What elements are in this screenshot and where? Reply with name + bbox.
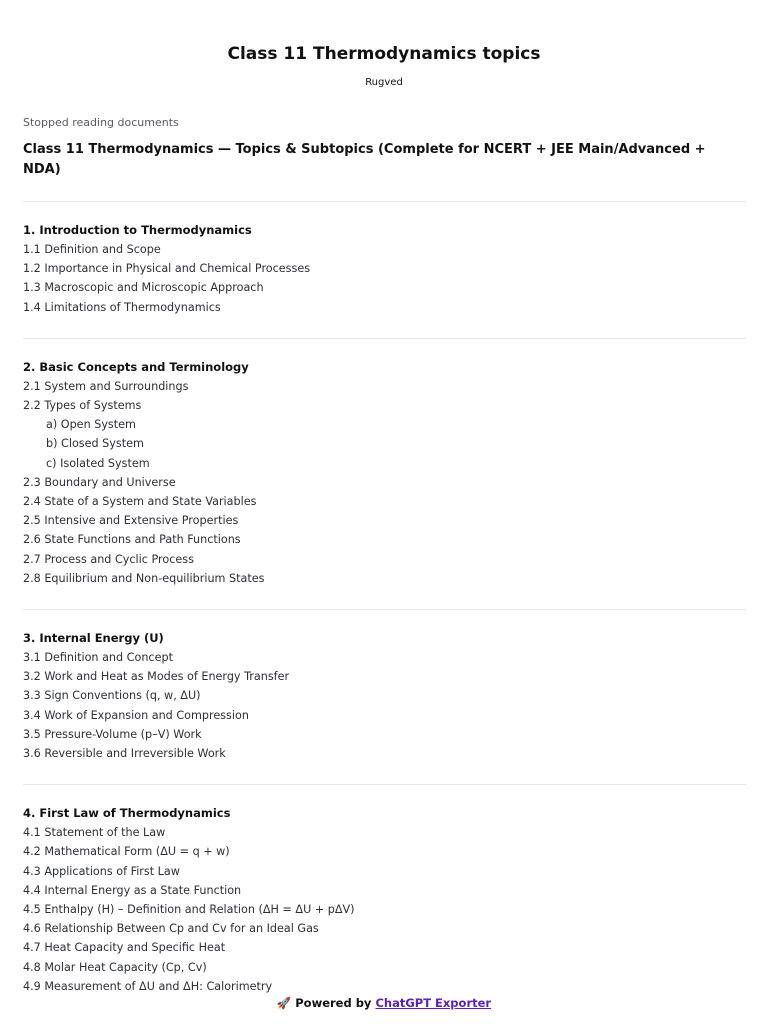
list-item: 3.6 Reversible and Irreversible Work xyxy=(23,747,226,761)
list-item: 1.1 Definition and Scope xyxy=(23,243,161,256)
list-item: 2.1 System and Surroundings xyxy=(23,379,189,393)
rocket-icon: 🚀 xyxy=(276,996,292,1010)
list-item: 4.2 Mathematical Form (ΔU = q + w) xyxy=(23,845,230,859)
list-item: 2.6 State Functions and Path Functions xyxy=(23,533,241,547)
divider xyxy=(23,201,746,202)
status-text: Stopped reading documents xyxy=(23,116,179,129)
list-item: 2.5 Intensive and Extensive Properties xyxy=(23,514,239,528)
list-item: 2.2 Types of Systems xyxy=(23,399,142,413)
list-item: 1.2 Importance in Physical and Chemical Processes xyxy=(23,262,311,276)
document-author: Rugved xyxy=(365,77,403,88)
list-item: 4.8 Molar Heat Capacity (Cp, Cv) xyxy=(23,960,207,974)
list-item: 2.3 Boundary and Universe xyxy=(23,475,176,489)
section-title: 2. Basic Concepts and Terminology xyxy=(23,359,249,374)
list-item: 3.5 Pressure-Volume (p–V) Work xyxy=(23,727,202,741)
document-title: Class 11 Thermodynamics topics xyxy=(227,44,541,64)
section-title: 1. Introduction to Thermodynamics xyxy=(23,223,252,237)
list-item: 4.4 Internal Energy as a State Function xyxy=(23,883,242,897)
list-item: 4.6 Relationship Between Cp and Cv for an Ideal Gas xyxy=(23,922,319,936)
list-item: 4.7 Heat Capacity and Specific Heat xyxy=(23,941,226,955)
section-first-law xyxy=(23,804,746,996)
sub-list-item: b) Closed System xyxy=(46,437,144,451)
chatgpt-exporter-link[interactable]: ChatGPT Exporter xyxy=(375,996,492,1010)
list-item: 3.1 Definition and Concept xyxy=(23,651,173,665)
section-introduction xyxy=(23,221,746,317)
section-internal-energy xyxy=(23,629,746,763)
main-heading: Class 11 Thermodynamics — Topics & Subtopics (Complete for NCERT + JEE Main/Advanced + NDA) xyxy=(23,142,706,177)
divider xyxy=(23,338,746,339)
list-item: 3.3 Sign Conventions (q, w, ΔU) xyxy=(23,689,201,703)
list-item: 3.4 Work of Expansion and Compression xyxy=(23,708,249,722)
list-item: 1.3 Macroscopic and Microscopic Approach xyxy=(23,281,264,295)
list-item: 4.9 Measurement of ΔU and ΔH: Calorimetry xyxy=(23,979,273,993)
list-item: 1.4 Limitations of Thermodynamics xyxy=(23,300,221,314)
sub-list-item: c) Isolated System xyxy=(46,456,150,470)
list-item: 4.5 Enthalpy (H) – Definition and Relation (ΔH = ΔU + pΔV) xyxy=(23,903,355,917)
divider xyxy=(23,784,746,785)
list-item: 2.4 State of a System and State Variables xyxy=(23,495,257,509)
list-item: 3.2 Work and Heat as Modes of Energy Transfer xyxy=(23,670,290,684)
list-item: 2.8 Equilibrium and Non-equilibrium States xyxy=(23,571,265,585)
section-basic-concepts xyxy=(23,358,746,588)
divider xyxy=(23,609,746,610)
section-title: 4. First Law of Thermodynamics xyxy=(23,806,231,821)
list-item: 4.3 Applications of First Law xyxy=(23,864,180,878)
footer xyxy=(0,996,768,1010)
list-item: 4.1 Statement of the Law xyxy=(23,826,166,840)
sub-list-item: a) Open System xyxy=(46,418,136,432)
section-title: 3. Internal Energy (U) xyxy=(23,631,164,646)
conversation-content xyxy=(23,115,746,996)
footer-prefix: Powered by xyxy=(295,996,372,1010)
list-item: 2.7 Process and Cyclic Process xyxy=(23,552,194,566)
